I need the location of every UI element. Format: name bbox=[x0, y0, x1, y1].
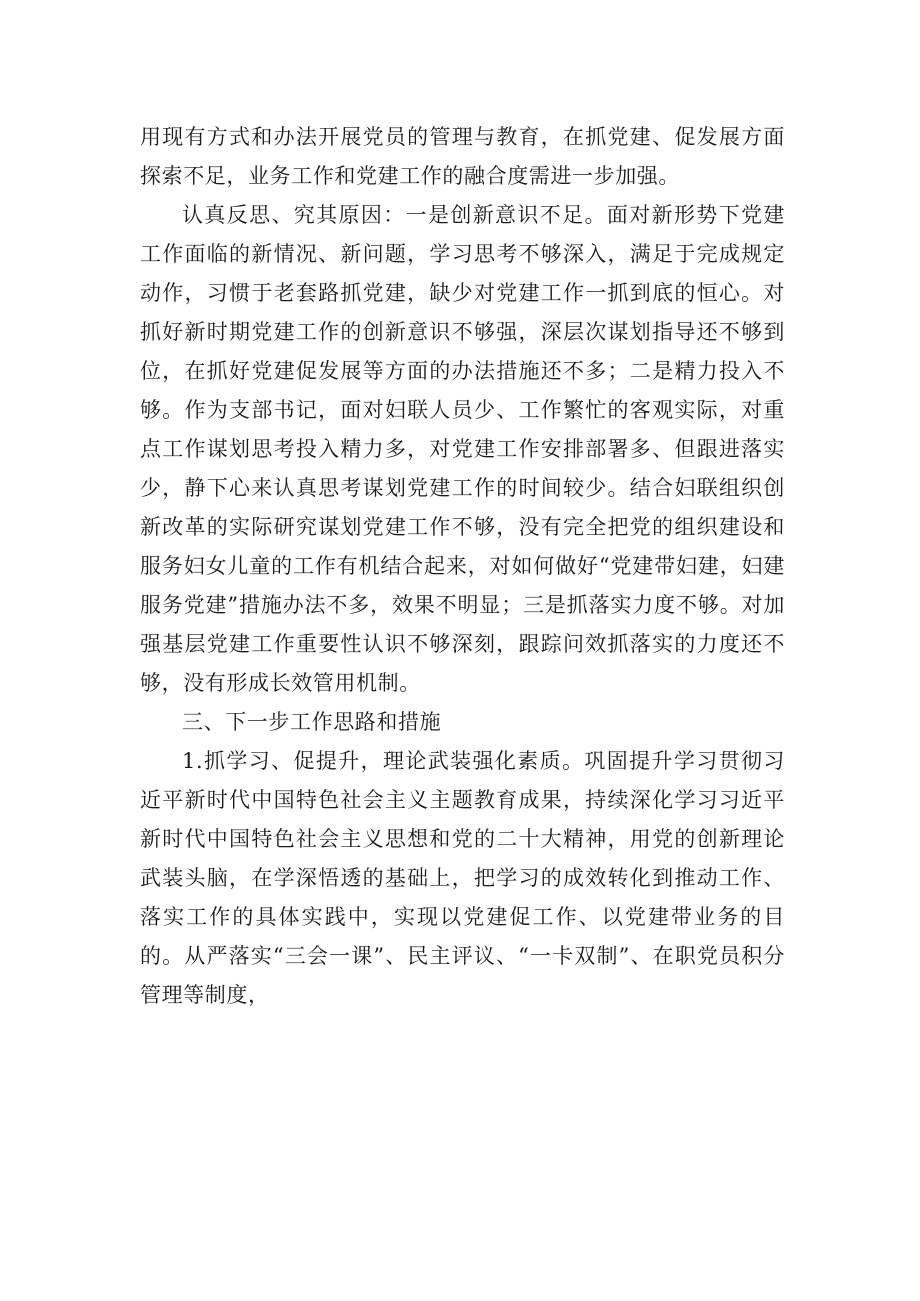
paragraph-reflection: 认真反思、究其原因：一是创新意识不足。面对新形势下党建工作面临的新情况、新问题，学习思考不够深入，满足于完成规定动作，习惯于老套路抓党建，缺少对党建工作一抓到底的恒心。对抓好新时期党建工作的创新意识不够强，深层次谋划指导还不够到位，在抓好党建促发展等方面的办法措施还不多；二是精力投入不够。作为支部书记，面对妇联人员少、工作繁忙的客观实际，对重点工作谋划思考投入精力多，对党建工作安排部署多、但跟进落实少，静下心来认真思考谋划党建工作的时间较少。结合妇联组织创新改革的实际研究谋划党建工作不够，没有完全把党的组织建设和服务妇女儿童的工作有机结合起来，对如何做好“党建带妇建，妇建服务党建”措施办法不多，效果不明显；三是抓落实力度不够。对加强基层党建工作重要性认识不够深刻，跟踪问效抓落实的力度还不够，没有形成长效管用机制。 bbox=[140, 203, 785, 695]
document-body bbox=[140, 118, 785, 1015]
paragraph-continuation: 用现有方式和办法开展党员的管理与教育，在抓党建、促发展方面探索不足，业务工作和党建工作的融合度需进一步加强。 bbox=[140, 125, 785, 188]
paragraph-measure-1: 1.抓学习、促提升，理论武装强化素质。巩固提升学习贯彻习近平新时代中国特色社会主义主题教育成果，持续深化学习习近平新时代中国特色社会主义思想和党的二十大精神，用党的创新理论武装头脑，在学深悟透的基础上，把学习的成效转化到推动工作、落实工作的具体实践中，实现以党建促工作、以党建带业务的目的。从严落实“三会一课”、民主评议、“一卡双制”、在职党员积分管理等制度， bbox=[140, 749, 785, 1007]
section-heading: 三、下一步工作思路和措施 bbox=[182, 710, 442, 734]
